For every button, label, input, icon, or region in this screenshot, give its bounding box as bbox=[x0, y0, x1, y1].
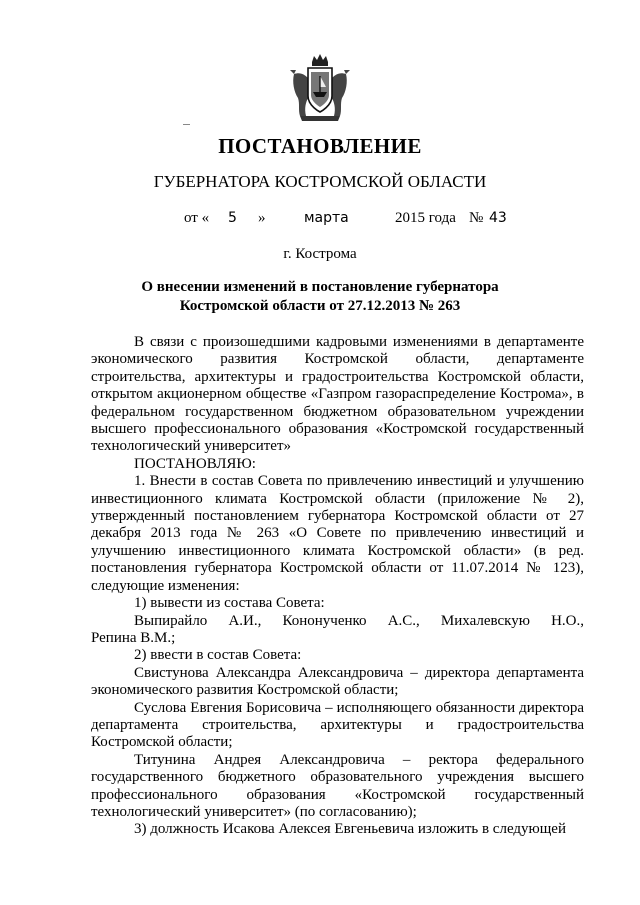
title-line-2: Костромской области от 27.12.2013 № 263 bbox=[179, 298, 461, 314]
removed-members-line bbox=[91, 613, 584, 630]
added-member-1: Свистунова Александра Александровича – директора департамента экономического развития Костромской области; bbox=[91, 664, 584, 699]
date-day: 5 bbox=[228, 210, 237, 226]
document-issuer: ГУБЕРНАТОРА КОСТРОМСКОЙ ОБЛАСТИ bbox=[153, 172, 487, 191]
date-year: 2015 года bbox=[395, 210, 456, 226]
document-type: ПОСТАНОВЛЕНИЕ bbox=[218, 134, 422, 158]
subitem-3: 3) должность Исакова Алексея Евгеньевича изложить в следующей bbox=[134, 821, 566, 838]
document-number: 43 bbox=[489, 210, 507, 226]
removed-part-2: А.И., bbox=[228, 612, 262, 629]
title-line-1: О внесении изменений в постановление губернатора bbox=[141, 279, 499, 295]
coat-of-arms-icon bbox=[288, 52, 352, 124]
removed-part-4: А.С., bbox=[387, 612, 420, 629]
removed-part-5: Михалевскую bbox=[440, 612, 530, 629]
removed-members-end: Репина В.М.; bbox=[91, 629, 176, 646]
item-1-paragraph: 1. Внести в состав Совета по привлечению инвестиций и улучшению инвестиционного климата Костромской области (приложение № 2), утвержденный постановлением губернатора Костромской области от 27 декабря 2013 года № 263 «О Совете по привлечению инвестиций и улучшению инвестиционного климата Костромской области» (в ред. постановления губернатора Костромской области от 11.07.2014 № 123), следующие изменения: bbox=[91, 473, 584, 594]
number-sign: № bbox=[469, 210, 484, 226]
subitem-2: 2) ввести в состав Совета: bbox=[134, 647, 302, 664]
date-prefix: от « bbox=[184, 210, 210, 226]
date-mid: » bbox=[258, 210, 266, 226]
scan-mark bbox=[183, 124, 190, 125]
city: г. Кострома bbox=[283, 246, 357, 262]
resolve-word: ПОСТАНОВЛЯЮ: bbox=[134, 455, 256, 472]
removed-part-6: Н.О., bbox=[551, 612, 584, 629]
removed-part-3: Кононученко bbox=[282, 612, 367, 629]
added-member-3: Титунина Андрея Александровича – ректора федерального государственного бюджетного образовательного учреждения высшего профессионального образования «Костромской государственный технологический университет» (по согласованию); bbox=[91, 751, 584, 820]
document-title bbox=[130, 278, 510, 316]
removed-part-1: Выпирайло bbox=[134, 612, 208, 629]
added-member-2: Суслова Евгения Борисовича – исполняющего обязанности директора департамента строительства, архитектуры и градостроительства Костромской области; bbox=[91, 699, 584, 751]
document-body bbox=[91, 334, 584, 839]
date-line bbox=[0, 210, 640, 230]
date-month: марта bbox=[304, 210, 349, 226]
preamble-paragraph: В связи с произошедшими кадровыми изменениями в департаменте экономического развития Костромской области, департаменте строительства, архитектуры и градостроительства Костромской области, открытом акционерном обществе «Газпром газораспределение Кострома», в федеральном государственном бюджетном образовательном учреждении высшего профессионального образования «Костромской государственный технологический университет» bbox=[91, 334, 584, 455]
subitem-1: 1) вывести из состава Совета: bbox=[134, 595, 325, 612]
